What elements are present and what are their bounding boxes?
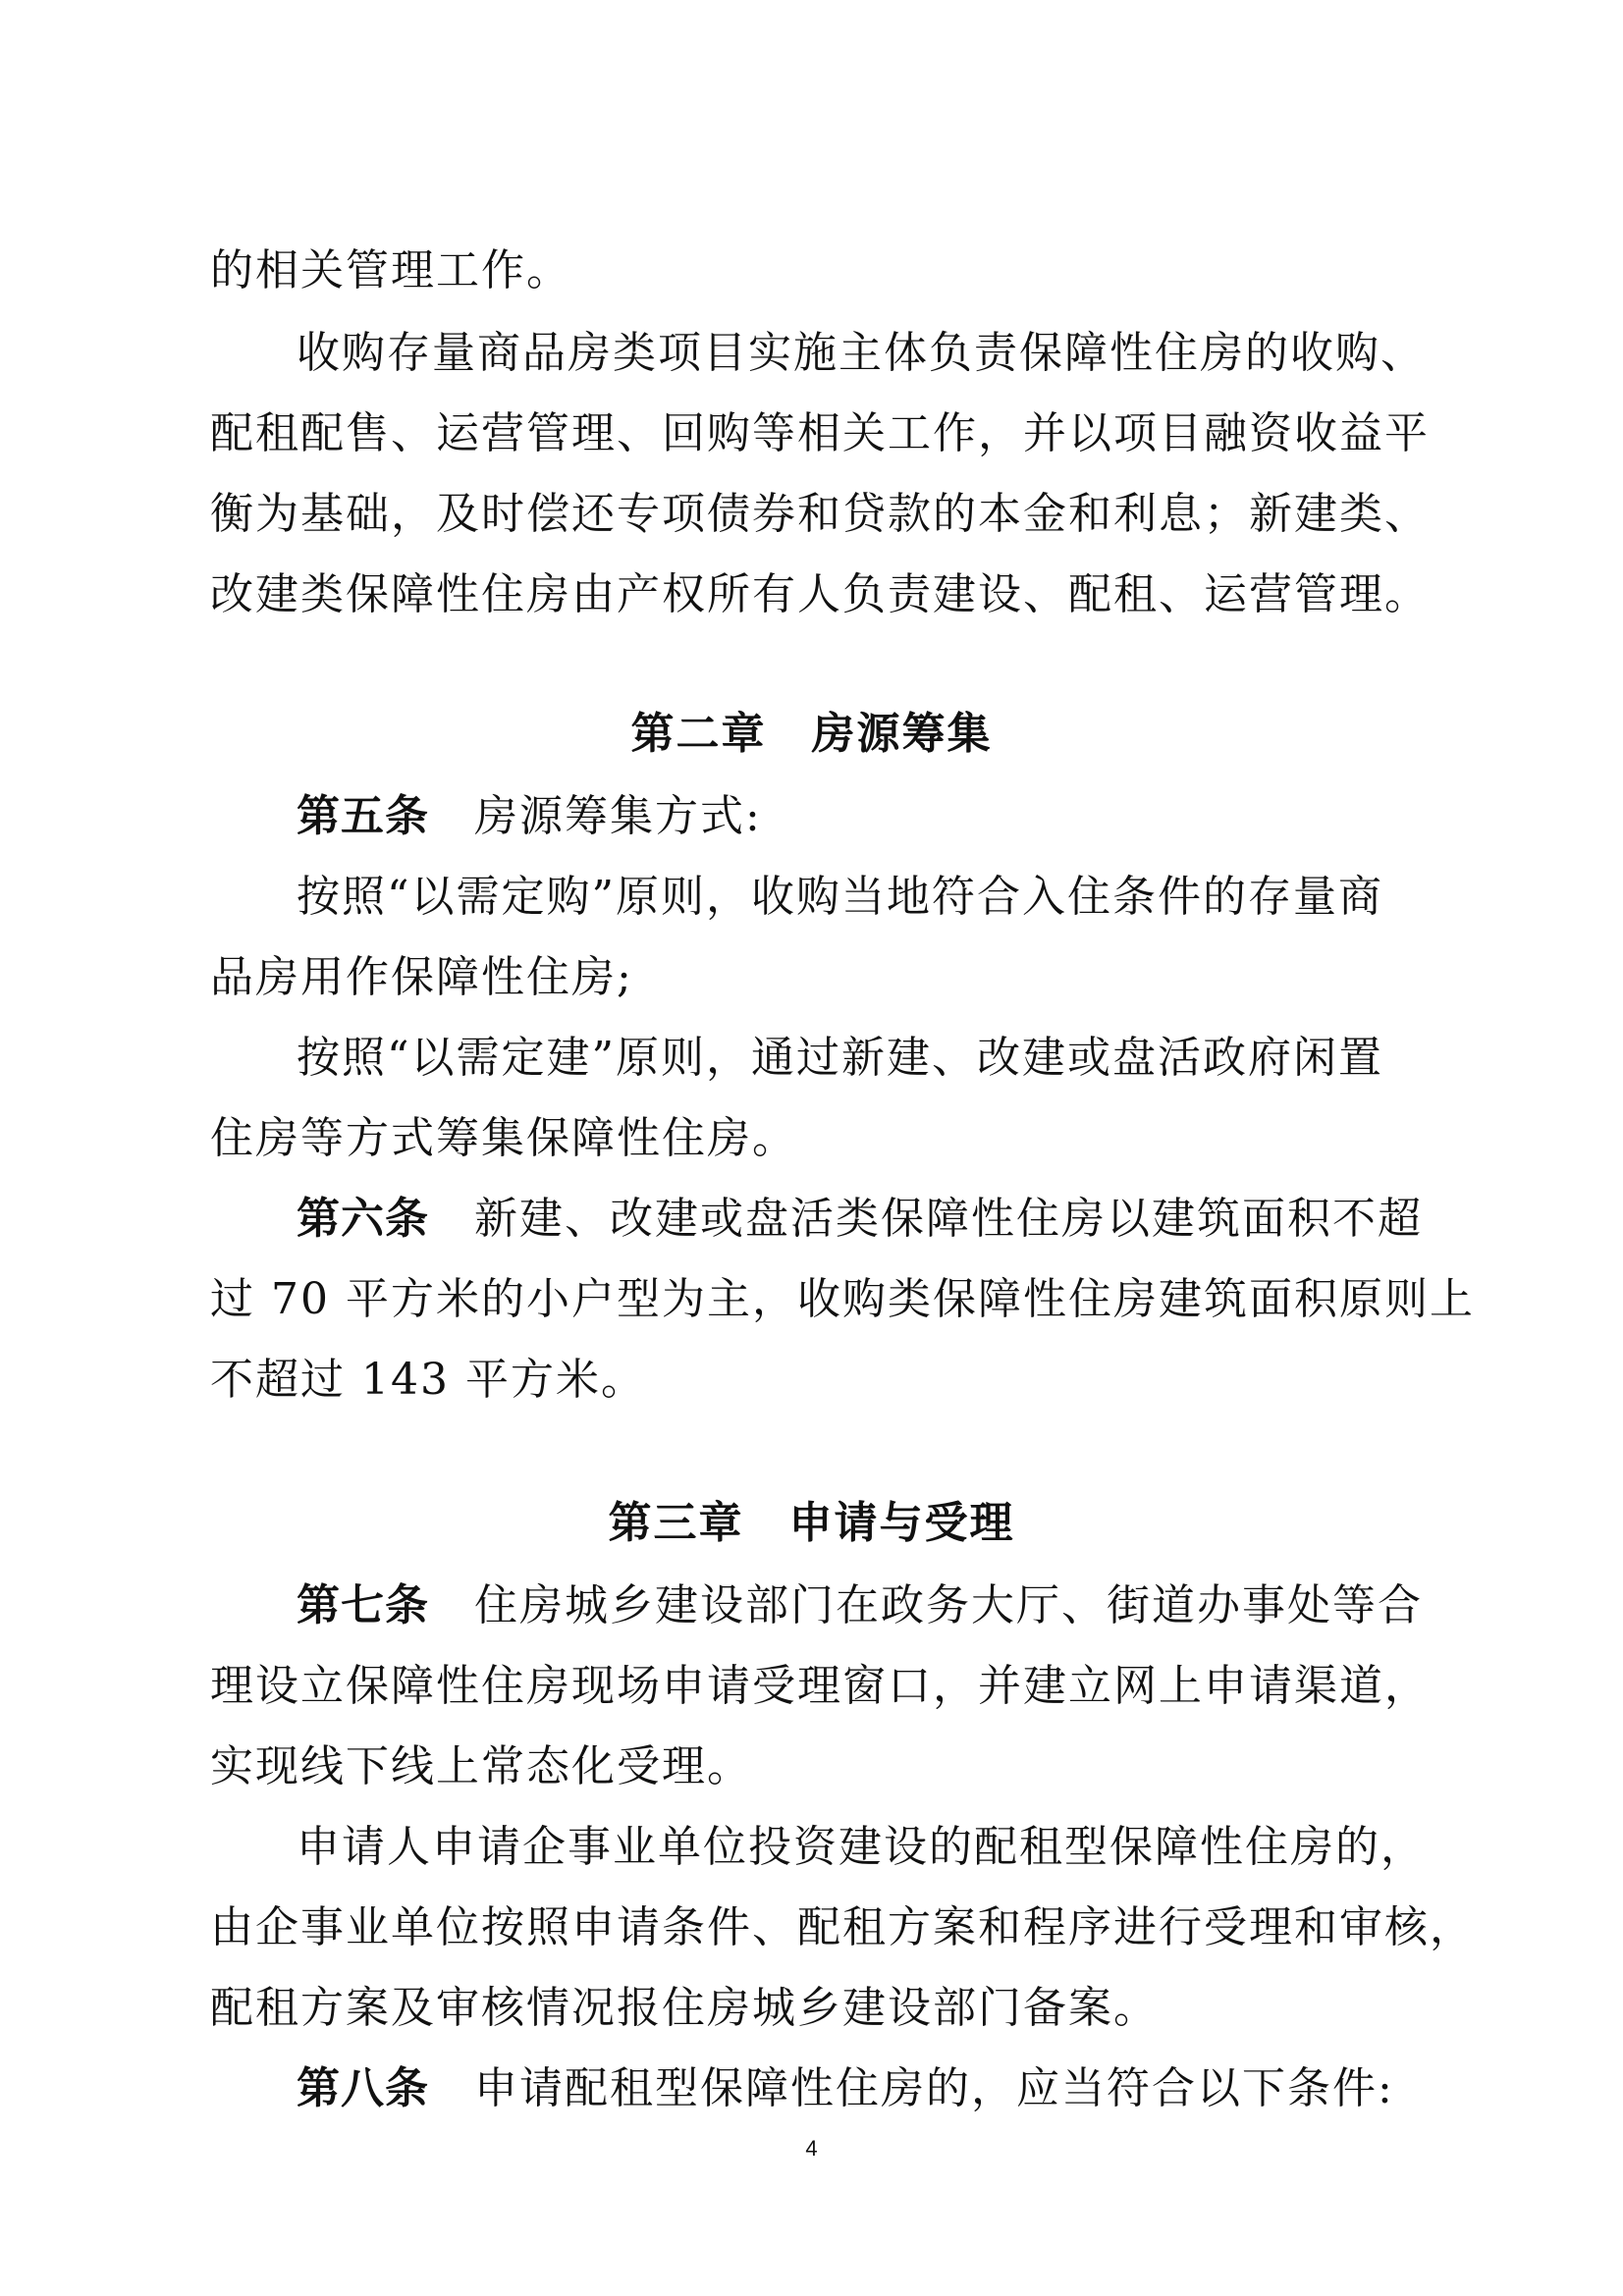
article-label: 第六条 xyxy=(297,1194,429,1244)
text-line: 申请人申请企事业单位投资建设的配租型保障性住房的， xyxy=(297,1822,1426,1872)
article-label: 第五条 xyxy=(297,791,429,841)
chapter-title-text: 房源筹集 xyxy=(811,709,993,759)
page-number: 4 xyxy=(805,2136,818,2161)
text-line xyxy=(297,787,762,846)
text-line: 品房用作保障性住房; xyxy=(210,952,633,1002)
chapter-title-text: 申请与受理 xyxy=(788,1498,1015,1548)
text-line: 衡为基础，及时偿还专项债券和贷款的本金和利息；新建类、 xyxy=(210,489,1430,539)
text-line: 配租方案及审核情况报住房城乡建设部门备案。 xyxy=(210,1983,1159,2033)
article-text: 申请配租型保障性住房的，应当符合以下条件: xyxy=(474,2063,1394,2113)
text-line: 配租配售、运营管理、回购等相关工作，并以项目融资收益平 xyxy=(210,408,1430,458)
text-line: 收购存量商品房类项目实施主体负责保障性住房的收购、 xyxy=(297,328,1426,378)
text-line: 过 70 平方米的小户型为主，收购类保障性住房建筑面积原则上 xyxy=(210,1274,1475,1324)
text-line: 不超过 143 平方米。 xyxy=(210,1355,646,1405)
chapter-heading xyxy=(0,1494,1623,1553)
text-line: 按照“以需定购”原则，收购当地符合入住条件的存量商 xyxy=(297,872,1383,922)
text-line: 按照“以需定建”原则，通过新建、改建或盘活政府闲置 xyxy=(297,1033,1383,1083)
text-line xyxy=(297,1190,1423,1249)
text-line xyxy=(297,1576,1423,1635)
text-line: 住房等方式筹集保障性住房。 xyxy=(210,1113,797,1163)
article-label: 第八条 xyxy=(297,2063,429,2113)
chapter-number: 第二章 xyxy=(630,709,767,759)
text-line: 的相关管理工作。 xyxy=(210,245,571,295)
text-line: 由企事业单位按照申请条件、配租方案和程序进行受理和审核， xyxy=(210,1902,1475,1952)
chapter-number: 第三章 xyxy=(608,1498,744,1548)
text-line: 实现线下线上常态化受理。 xyxy=(210,1741,752,1791)
article-text: 房源筹集方式: xyxy=(474,791,762,841)
text-line xyxy=(297,2059,1394,2118)
article-text: 住房城乡建设部门在政务大厅、街道办事处等合 xyxy=(474,1580,1423,1630)
text-line: 理设立保障性住房现场申请受理窗口，并建立网上申请渠道， xyxy=(210,1661,1430,1711)
text-line: 改建类保障性住房由产权所有人负责建设、配租、运营管理。 xyxy=(210,569,1430,619)
article-label: 第七条 xyxy=(297,1580,429,1630)
chapter-heading xyxy=(0,705,1623,764)
article-text: 新建、改建或盘活类保障性住房以建筑面积不超 xyxy=(474,1194,1423,1244)
